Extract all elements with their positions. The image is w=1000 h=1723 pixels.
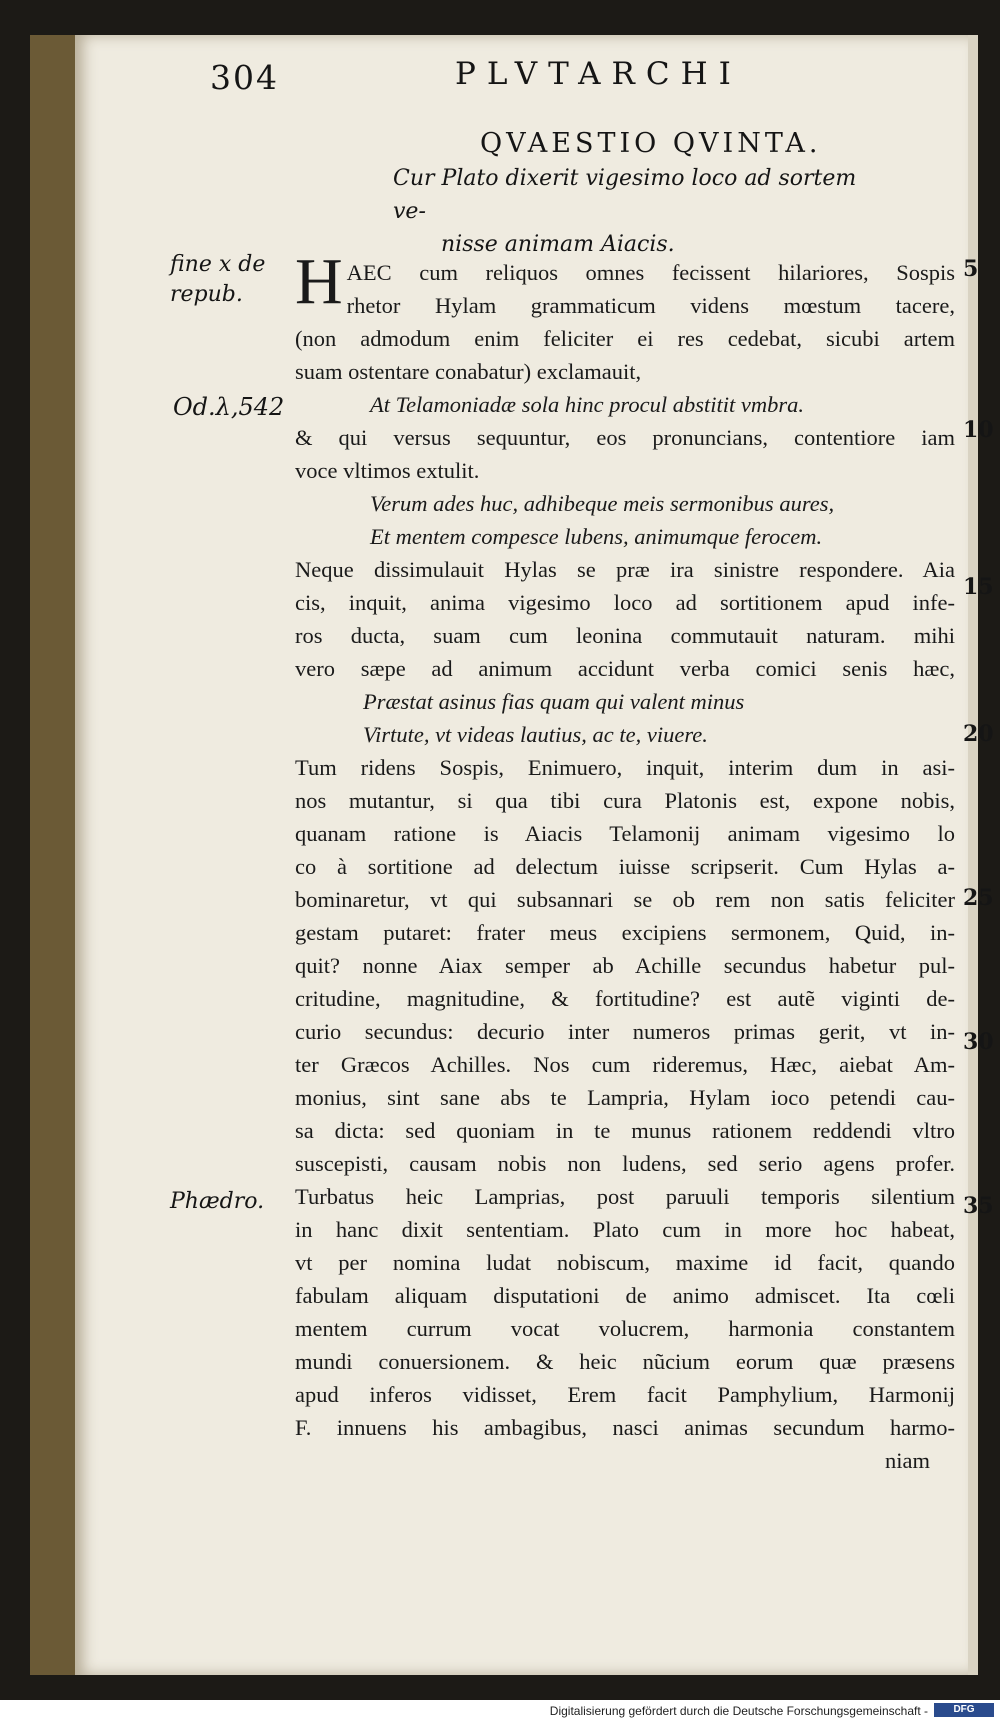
- text-line: sa dicta: sed quoniam in te munus rationem reddendi vltro: [295, 1118, 955, 1143]
- text-line: vero sæpe ad animum accidunt verba comici senis hæc,: [295, 656, 955, 681]
- line-number-10: 10: [963, 417, 994, 443]
- text-line: suam ostentare conabatur) exclamauit,: [295, 359, 642, 384]
- margin-note-fine-x: fine x de: [170, 252, 266, 277]
- line-number-30: 30: [963, 1029, 994, 1055]
- text-line: quanam ratione is Aiacis Telamonij animam vigesimo lo: [295, 821, 955, 846]
- verse-line: At Telamoniadæ sola hinc procul abstitit vmbra.: [370, 392, 804, 417]
- text-line: gestam putaret: frater meus excipiens sermonem, Quid, in-: [295, 920, 955, 945]
- text-line: curio secundus: decurio inter numeros primas gerit, vt in-: [295, 1019, 955, 1044]
- text-line: Neque dissimulauit Hylas se præ ira sinistre respondere. Aia: [295, 557, 955, 582]
- line-number-5: 5: [963, 256, 979, 282]
- body-text: [295, 245, 955, 1477]
- text-line: mentem currum vocat volucrem, harmonia constantem: [295, 1316, 955, 1341]
- margin-note-odyssey: Od.λ,542: [173, 393, 285, 421]
- subtitle: [393, 162, 863, 261]
- text-line: (non admodum enim feliciter ei res cedebat, sicubi artem: [295, 326, 955, 351]
- verse-line: Virtute, vt videas lautius, ac te, viuere.: [363, 722, 708, 747]
- page-number: 304: [210, 58, 279, 97]
- text-line: ros ducta, suam cum leonina commutauit naturam. mihi: [295, 623, 955, 648]
- running-head: PLVTARCHI: [455, 56, 742, 92]
- dfg-logo: DFG: [934, 1703, 994, 1717]
- question-title: QVAESTIO QVINTA.: [480, 128, 822, 159]
- subtitle-line-2: nisse animam Aiacis.: [441, 232, 675, 257]
- text-line: nos mutantur, si qua tibi cura Platonis est, expone nobis,: [295, 788, 955, 813]
- footer-text: Digitalisierung gefördert durch die Deutsche Forschungsgemeinschaft -: [549, 1704, 928, 1718]
- text-line: & qui versus sequuntur, eos pronuncians, contentiore iam: [295, 425, 955, 450]
- text-line: voce vltimos extulit.: [295, 458, 480, 483]
- text-line: monius, sint sane abs te Lampria, Hylam ioco petendi cau-: [295, 1085, 955, 1110]
- subtitle-line-1: Cur Plato dixerit vigesimo loco ad sortem ve-: [393, 166, 857, 224]
- text-line: ter Græcos Achilles. Nos cum rideremus, Hæc, aiebat Am-: [295, 1052, 955, 1077]
- text-line: Tum ridens Sospis, Enimuero, inquit, interim dum in asi-: [295, 755, 955, 780]
- verse-line: Verum ades huc, adhibeque meis sermonibus aures,: [370, 491, 835, 516]
- line-number-35: 35: [963, 1193, 994, 1219]
- line-number-20: 20: [963, 721, 994, 747]
- margin-note-repub: repub.: [170, 282, 243, 307]
- text-line: bominaretur, vt qui subsannari se ob rem non satis feliciter: [295, 887, 955, 912]
- drop-cap: H: [295, 245, 343, 318]
- text-line: Turbatus heic Lamprias, post paruuli temporis silentium: [295, 1184, 955, 1209]
- text-line: quit? nonne Aiax semper ab Achille secundus habetur pul-: [295, 953, 955, 978]
- catchword: niam: [885, 1448, 930, 1473]
- text-line: vt per nomina ludat nobiscum, maxime id facit, quando: [295, 1250, 955, 1275]
- text-line: fabulam aliquam disputationi de animo admiscet. Ita cœli: [295, 1283, 955, 1308]
- text-line: F. innuens his ambagibus, nasci animas secundum harmo-: [295, 1415, 955, 1440]
- verse-line: Præstat asinus fias quam qui valent minus: [363, 689, 745, 714]
- text-line: in hanc dixit sententiam. Plato cum in more hoc habeat,: [295, 1217, 955, 1242]
- text-line: apud inferos vidisset, Erem facit Pamphylium, Harmonij: [295, 1382, 955, 1407]
- text-line: AEC cum reliquos omnes fecissent hilariores, Sospis: [346, 260, 955, 285]
- text-line: cis, inquit, anima vigesimo loco ad sortitionem apud infe-: [295, 590, 955, 615]
- digitization-footer: [0, 1700, 1000, 1723]
- binding-edge: [30, 35, 75, 1675]
- line-number-15: 15: [963, 574, 994, 600]
- verse-line: Et mentem compesce lubens, animumque ferocem.: [370, 524, 823, 549]
- text-line: critudine, magnitudine, & fortitudine? est autẽ viginti de-: [295, 986, 955, 1011]
- text-line: mundi conuersionem. & heic nũcium eorum quæ præsens: [295, 1349, 955, 1374]
- text-line: rhetor Hylam grammaticum videns mœstum tacere,: [346, 293, 955, 318]
- text-line: suscepisti, causam nobis non ludens, sed serio agens profer.: [295, 1151, 955, 1176]
- text-line: co à sortitione ad delectum iuisse scripserit. Cum Hylas a-: [295, 854, 955, 879]
- line-number-25: 25: [963, 885, 994, 911]
- margin-note-phaedro: Phædro.: [170, 1189, 265, 1214]
